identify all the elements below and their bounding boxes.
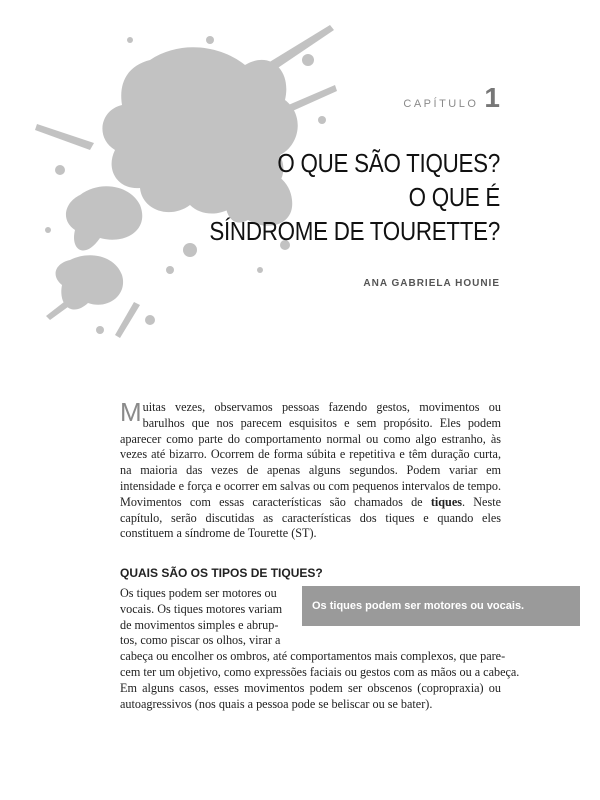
author-name: ANA GABRIELA HOUNIE [363,278,500,289]
intro-text-end: . Neste capítulo, serão discutidas as características dos tiques e quando eles constituem a síndrome de Tourette (ST). [120,494,502,541]
body-line: cabeça ou encolher os ombros, até comportamentos mais complexos, que pare- [120,649,506,664]
chapter-number: 1 [484,82,500,113]
body-line: cem ter um objetivo, como expressões faciais ou gestos com as mãos ou a cabeça. [120,664,520,679]
pull-quote [302,586,580,626]
chapter-word: CAPÍTULO [403,98,479,110]
body-line: de movimentos simples e abrup- [120,617,279,632]
body-line: vocais. Os tiques motores variam [120,601,283,616]
intro-paragraph [120,397,502,542]
chapter-label [403,84,500,112]
title-line-1: O QUE SÃO TIQUES? [277,148,500,178]
body-line: tos, como piscar os olhos, virar a [120,633,281,648]
body-line: autoagressivos (nos quais a pessoa pode se beliscar ou se bater). [120,696,433,711]
intro-bold-term: tiques [430,494,462,509]
drop-cap: M [120,397,142,427]
intro-text: uitas vezes, observamos pessoas fazendo gestos, movimentos ou barulhos que nos parecem esquisitos e sem propósito. Eles podem aparecer como parte do comportamento normal ou como algo estranho, às vezes até bizarro. Ocorrem de forma súbita e repetitiva e têm duração curta, na maioria das vezes de apenas alguns segundos. Podem variar em intensidade e força e ocorrer em salvas ou com pequenos intervalos de tempo. Movimentos com essas características são chamados de [120,400,501,509]
body-line: Em alguns casos, esses movimentos podem ser obscenos (copropraxia) ou [120,680,501,695]
title-line-3: SÍNDROME DE TOURETTE? [209,216,500,246]
title-line-2: O QUE É [408,182,500,212]
chapter-title [209,146,500,248]
body-line: Os tiques podem ser motores ou [120,586,277,600]
section-heading: QUAIS SÃO OS TIPOS DE TIQUES? [120,566,323,580]
pull-quote-text: Os tiques podem ser motores ou vocais. [312,600,525,612]
